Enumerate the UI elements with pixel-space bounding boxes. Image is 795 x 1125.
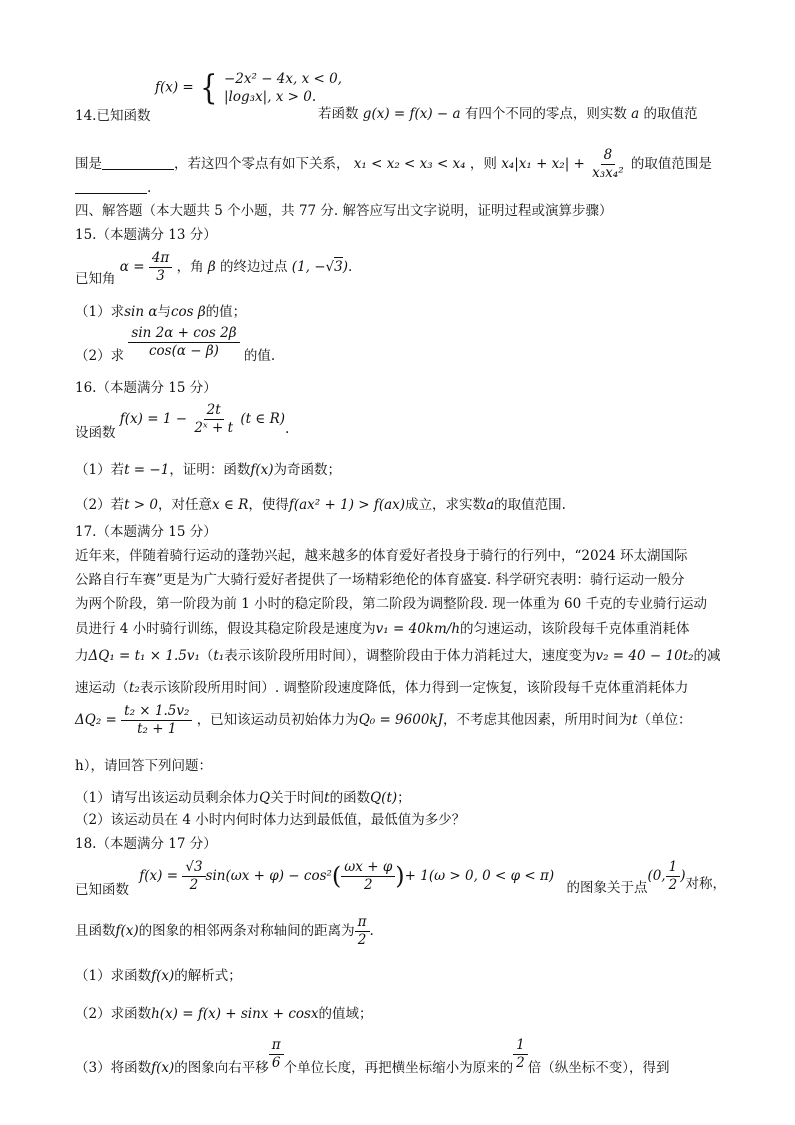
q15-p2-num: sin 2α + cos 2β [128,326,239,343]
q16-p2-a: a [486,497,495,513]
q16-p2c: ，使得 [248,497,289,513]
q15-p2a: （2）求 [75,347,125,364]
q18-l2-frac [355,915,370,948]
q18-p3-den2: 2 [516,1054,525,1071]
q16-l1a: 设函数 [75,424,116,441]
q17-line4 [75,621,690,637]
q14-case-1: −2x² − 4x, x < 0, [223,71,342,87]
q18-title: 18.（本题满分 17 分） [75,836,217,852]
q14-tail2: 的取值范 [643,106,698,122]
q14-l2d: 的取值范围是 [630,155,712,172]
q18-f-arg-num: ωx + φ [341,860,395,877]
q16-p1-cond: t = −1 [124,462,170,478]
q16-p2d: 成立，求实数 [405,497,487,513]
q17-l4b: 的匀速运动，该阶段每千克体重消耗体 [460,621,690,637]
q14-line3 [75,180,151,196]
q17-p1c: 的函数 [329,790,371,806]
q14-order: x₁ < x₂ < x₃ < x₄ [353,155,466,172]
q17-line7 [75,704,691,737]
q16-f-dom: (t ∈ R) [240,410,286,427]
q17-l7-den: t₂ + 1 [137,720,177,737]
q15-point [292,257,348,275]
q18-f-coef-den: 2 [189,876,199,893]
q18-f-tail: + 1(ω > 0, 0 < φ < π) [404,867,555,884]
q16-title: 16.（本题满分 15 分） [75,380,217,396]
q14-line1 [75,108,150,124]
q17-l6a: 速运动（ [75,680,129,696]
q18-l2-num: π [355,915,370,932]
q17-l7-lhs: ΔQ₂ = [75,711,117,728]
q18-l2a: 且函数 [75,922,116,939]
q17-line1: 近年来，伴随着骑行运动的蓬勃兴起，越来越多的体育爱好者投身于骑行的行列中，“2024 环太湖国际 [75,548,688,564]
q15-l1d: . [348,258,353,275]
q18-l2-f: f(x) [115,922,139,939]
q17-p1-qt: Q(t) [370,790,398,806]
q17-l7b: ，不考虑其他因素，所用时间为 [443,711,633,728]
q15-alpha-frac [149,251,172,284]
q15-p2-frac [128,326,239,359]
q15-p1a: （1）求 [75,304,125,320]
q15-p2-den: cos(α − β) [148,342,219,359]
q18-f-arg-den: 2 [363,876,373,893]
q18-p2a: （2）求函数 [75,1006,152,1022]
q16-p2-cond: t > 0 [124,497,159,513]
q18-line1 [75,860,726,898]
q17-l7-q0: Q₀ = 9600kJ [358,711,444,728]
q14-l2a: 围是 [75,155,102,172]
q18-l2b: 的图象的相邻两条对称轴间的距离为 [138,922,355,939]
q15-point-open: (1, − [291,258,326,275]
q14-piecewise [155,68,342,109]
q16-p2-ineq: f(ax² + 1) > f(ax) [288,497,406,513]
q17-l6b: 表示该阶段所用时间）. 调整阶段速度降低，体力得到一定恢复，该阶段每千克体重消耗体力 [139,680,689,696]
q18-f-coef-num: √3 [182,860,205,877]
q17-l6-t2: t₂ [129,680,140,696]
q17-line8: h），请回答下列问题： [75,758,212,774]
q16-p2-dom: x ∈ R [212,497,249,513]
q18-p3-den1: 6 [271,1054,281,1071]
q15-line1 [75,251,352,287]
q16-p2a: （2）若 [75,497,125,513]
q18-part2 [75,1006,373,1022]
q16-p2b: ，对任意 [158,497,213,513]
q14-expr-den: x₃x₄² [592,164,624,181]
q17-title: 17.（本题满分 15 分） [75,524,217,540]
q17-l5b: （ [199,648,214,664]
q15-alpha: α = [119,258,145,275]
q18-p3-frac2 [513,1038,528,1071]
q14-cases [224,70,342,106]
q17-l7a: ，已知该运动员初始体力为 [196,711,359,728]
q16-p1b: ，证明：函数 [169,462,251,478]
q14-brace: { [200,68,218,109]
q15-part1 [75,304,246,320]
q15-alpha-den: 3 [156,267,165,284]
q18-f-lhs: f(x) = [139,867,179,884]
q14-blank-1[interactable] [102,168,174,170]
q17-l5-q1: ΔQ₁ = t₁ × 1.5v₁ [88,648,200,664]
q14-line2 [75,148,712,181]
q15-p1-sin: sin α [124,304,158,320]
q18-part1 [75,968,242,984]
q18-p3-num2: 1 [513,1038,528,1055]
q17-l7-t: t [632,711,638,728]
q17-l4a: 员进行 4 小时骑行训练，假设其稳定阶段是速度为 [75,621,376,637]
q17-part2: （2）该运动员在 4 小时内何时体力达到最低值，最低值为多少？ [75,812,466,828]
q15-p2b: 的值. [243,347,276,364]
q15-beta: β [207,258,216,275]
q14-intro: 14.已知函数 [75,108,151,124]
q18-p3b: 的图象向右平移 [174,1059,269,1076]
q17-p1-q: Q [259,790,271,806]
q16-f-frac [191,403,236,436]
q14-expr-num: 8 [601,148,616,165]
q18-p3-num1: π [269,1038,284,1055]
q18-paren-open: ( [331,861,342,890]
q18-pt-den: 2 [668,876,678,893]
q17-l4-v1: v₁ = 40km/h [375,621,461,637]
q18-p3-frac1 [269,1038,284,1071]
q15-alpha-num: 4π [149,251,172,268]
q17-l5c: 表示该阶段所用时间），调整阶段由于体力消耗过大，速度变为 [224,648,596,664]
q15-point-close: ) [342,258,349,275]
q16-f-den: 2ˣ + t [194,419,234,436]
q16-f-num: 2t [204,403,224,420]
q18-p2b: 的值域； [318,1006,373,1022]
q15-p1c: 的值； [205,304,247,320]
q17-l7-frac [121,704,192,737]
q17-l7-num: t₂ × 1.5v₂ [121,704,192,721]
q18-p3-f: f(x) [151,1059,175,1076]
q17-l5-v2: v₂ = 40 − 10t₂ [595,648,694,664]
q18-l2-den: 2 [357,931,367,948]
q18-l2c: . [369,922,374,939]
q17-l5d: 的减 [693,648,721,664]
q18-p3d: 倍（纵坐标不变），得到 [527,1059,670,1076]
q18-paren-close: ) [395,861,405,890]
q17-line3: 为两个阶段，第一阶段为前 1 小时的稳定阶段，第二阶段为调整阶段. 现一体重为 60 千克的专业骑行运动 [75,596,708,612]
q17-l5a: 力 [75,648,89,664]
q15-title: 15.（本题满分 13 分） [75,227,217,243]
q16-l1b: . [285,420,290,437]
q14-f-lhs: f(x) = [155,79,194,96]
q16-p1a: （1）若 [75,462,125,478]
q14-l2c: ，则 [469,155,497,172]
q14-expr: x₄|x₁ + x₂| + [501,155,585,172]
q18-pt-frac [666,860,681,893]
q14-a: a [631,106,640,122]
q17-p1d: ； [397,790,411,806]
q16-f-lhs: f(x) = 1 − [119,410,188,427]
q16-part2 [75,497,566,513]
q16-p1c: 为奇函数； [273,462,341,478]
q15-part2 [75,326,275,364]
q17-part1 [75,790,411,806]
q16-p2e: 的取值范围. [494,497,566,513]
q18-p1-f: f(x) [151,968,175,984]
q15-p1b: 与 [157,304,171,320]
q18-pt-open: (0, [647,867,666,884]
q18-l1b: 的图象关于点 [566,879,648,896]
q18-l1a: 已知函数 [75,881,129,898]
q18-p3a: （3）将函数 [75,1059,152,1076]
q16-p1-f: f(x) [250,462,274,478]
q18-l1c: 对称， [685,875,726,892]
q14-tail: 有四个不同的零点，则实数 [464,106,627,122]
q17-line2: 公路自行车赛”更是为广大骑行爱好者提供了一场精彩绝伦的体育盛宴. 科学研究表明：骑行运动一般分 [75,572,685,588]
q14-l2b: ，若这四个零点有如下关系， [174,155,350,172]
q15-l1c: 的终边过点 [220,258,288,275]
q15-p1-cos: cos β [170,304,206,320]
q18-line2 [75,915,374,948]
q14-line1b [318,106,698,122]
q14-mid: 若函数 [318,106,359,122]
q14-l3end: . [147,180,152,196]
q18-pt-num: 1 [666,860,681,877]
q17-p1-t: t [324,790,330,806]
q18-p3c: 个单位长度，再把横坐标缩小为原来的 [283,1059,514,1076]
q18-p2-h: h(x) = f(x) + sinx + cosx [151,1006,319,1022]
q14-g: g(x) = f(x) − a [362,106,461,122]
q15-l1a: 已知角 [75,270,116,287]
q14-case-2: |log₃x|, x > 0. [223,89,317,106]
q18-pt-close: ) [680,867,686,884]
q17-line5 [75,648,721,664]
section4-heading: 四、解答题（本大题共 5 个小题，共 77 分. 解答应写出文字说明，证明过程或演算步骤） [75,203,613,219]
q15-point-root: 3 [334,258,343,275]
q17-l5-t1: t₁ [213,648,225,664]
q17-l7c: （单位： [637,711,692,728]
q14-expr-frac [589,148,626,181]
q15-radical: √ [325,258,335,275]
q14-blank-2[interactable] [75,192,147,194]
q18-f-coef [182,860,205,893]
q15-l1b: ，角 [176,258,204,275]
q18-f-mid: sin(ωx + φ) − cos² [205,867,332,884]
q16-line1 [75,403,289,441]
q16-part1 [75,462,341,478]
q18-p1b: 的解析式； [174,968,242,984]
q17-p1b: 关于时间 [270,790,325,806]
q18-p1a: （1）求函数 [75,968,152,984]
q17-p1a: （1）请写出该运动员剩余体力 [75,790,260,806]
q18-f-arg [341,860,395,893]
q17-line6 [75,680,688,696]
q18-part3 [75,1038,669,1076]
